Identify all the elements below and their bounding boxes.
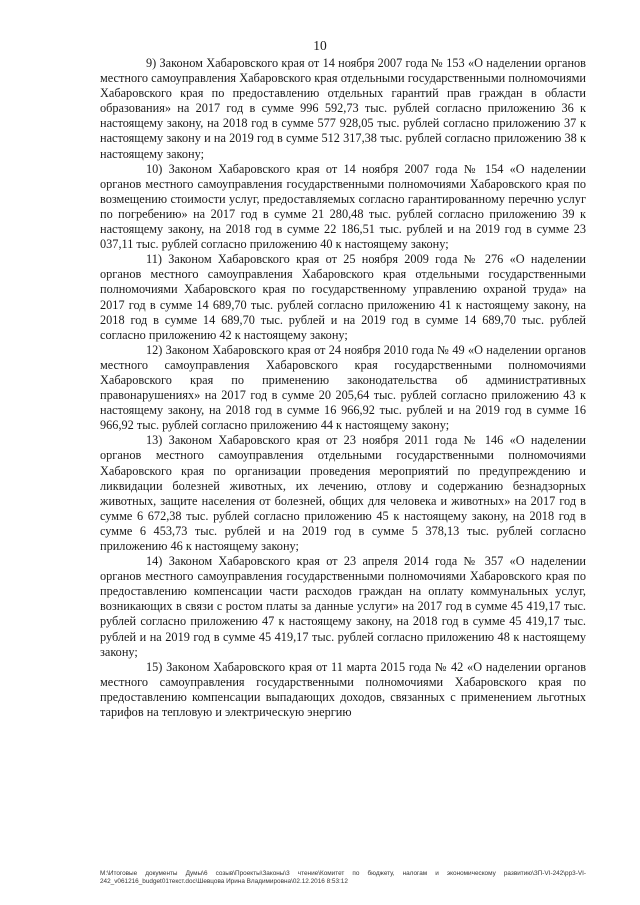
paragraph-item-13: 13) Законом Хабаровского края от 23 ноября 2011 года № 146 «О наделении органов местного самоуправления отдельными государственными полномочиями Хабаровского края по организации проведения мероприятий по предупреждению и ликвидации болезней животных, их лечению, отлову и содержанию безнадзорных животных, защите населения от болезней, общих для человека и животных» на 2017 год в сумме 6 672,38 тыс. рублей согласно приложению 45 к настоящему закону, на 2018 год в сумме 6 453,73 тыс. рублей и на 2019 год в сумме 5 378,13 тыс. рублей согласно приложению 46 к настоящему закону; bbox=[100, 433, 586, 553]
paragraph-item-15: 15) Законом Хабаровского края от 11 марта 2015 года № 42 «О наделении органов местного самоуправления государственными полномочиями Хабаровского края по предоставлению компенсации выпадающих доходов, связанных с применением льготных тарифов на тепловую и электрическую энергию bbox=[100, 659, 586, 720]
file-path-footer: M:\Итоговые документы Думы\6 созыв\Проекты\Законы\3 чтение\Комитет по бюджету, налогам и экономическому развитию\ЗП-VI-242\рр3-VI-242_v061216_budget01текст.doc\Шевцова Ирина Владимировна\02.12.2016 8:53:12 bbox=[100, 870, 586, 886]
paragraph-item-10: 10) Законом Хабаровского края от 14 ноября 2007 года № 154 «О наделении органов местного самоуправления государственными полномочиями Хабаровского края по возмещению стоимости услуг, предоставляемых согласно гарантированному перечню услуг по погребению» на 2017 год в сумме 21 280,48 тыс. рублей согласно приложению 39 к настоящему закону, на 2018 год в сумме 22 186,51 тыс. рублей и на 2019 год в сумме 23 037,11 тыс. рублей согласно приложению 40 к настоящему закону; bbox=[100, 161, 586, 252]
paragraph-item-11: 11) Законом Хабаровского края от 25 ноября 2009 года № 276 «О наделении органов местного самоуправления Хабаровского края отдельными государственными полномочиями Хабаровского края по государственному управлению охраной труда» на 2017 год в сумме 14 689,70 тыс. рублей согласно приложению 41 к настоящему закону, на 2018 год в сумме 14 689,70 тыс. рублей и на 2019 год в сумме 14 689,70 тыс. рублей согласно приложению 42 к настоящему закону; bbox=[100, 252, 586, 342]
paragraph-item-12: 12) Законом Хабаровского края от 24 ноября 2010 года № 49 «О наделении органов местного самоуправления Хабаровского края государственными полномочиями Хабаровского края по применению законодательства об административных правонарушениях» на 2017 год в сумме 20 205,64 тыс. рублей согласно приложению 43 к настоящему закону, на 2018 год в сумме 16 966,92 тыс. рублей и на 2019 год в сумме 16 966,92 тыс. рублей согласно приложению 44 к настоящему закону; bbox=[100, 342, 586, 433]
paragraph-item-14: 14) Законом Хабаровского края от 23 апреля 2014 года № 357 «О наделении органов местного самоуправления государственными полномочиями Хабаровского края по предоставлению компенсации части расходов граждан на оплату коммунальных услуг, возникающих в связи с ростом платы за данные услуги» на 2017 год в сумме 45 419,17 тыс. рублей согласно приложению 47 к настоящему закону, на 2018 год в сумме 45 419,17 тыс. рублей и на 2019 год в сумме 45 419,17 тыс. рублей согласно приложению 48 к настоящему закону; bbox=[100, 554, 586, 659]
document-body bbox=[100, 56, 586, 720]
paragraph-item-9: 9) Законом Хабаровского края от 14 ноября 2007 года № 153 «О наделении органов местного самоуправления Хабаровского края отдельными государственными полномочиями Хабаровского края по предоставлению отдельных гарантий прав граждан в области образования» на 2017 год в сумме 996 592,73 тыс. рублей согласно приложению 36 к настоящему закону, на 2018 год в сумме 577 928,05 тыс. рублей согласно приложению 37 к настоящему закону и на 2019 год в сумме 512 317,38 тыс. рублей согласно приложению 38 к настоящему закону; bbox=[100, 56, 586, 161]
page-number: 10 bbox=[313, 38, 327, 53]
